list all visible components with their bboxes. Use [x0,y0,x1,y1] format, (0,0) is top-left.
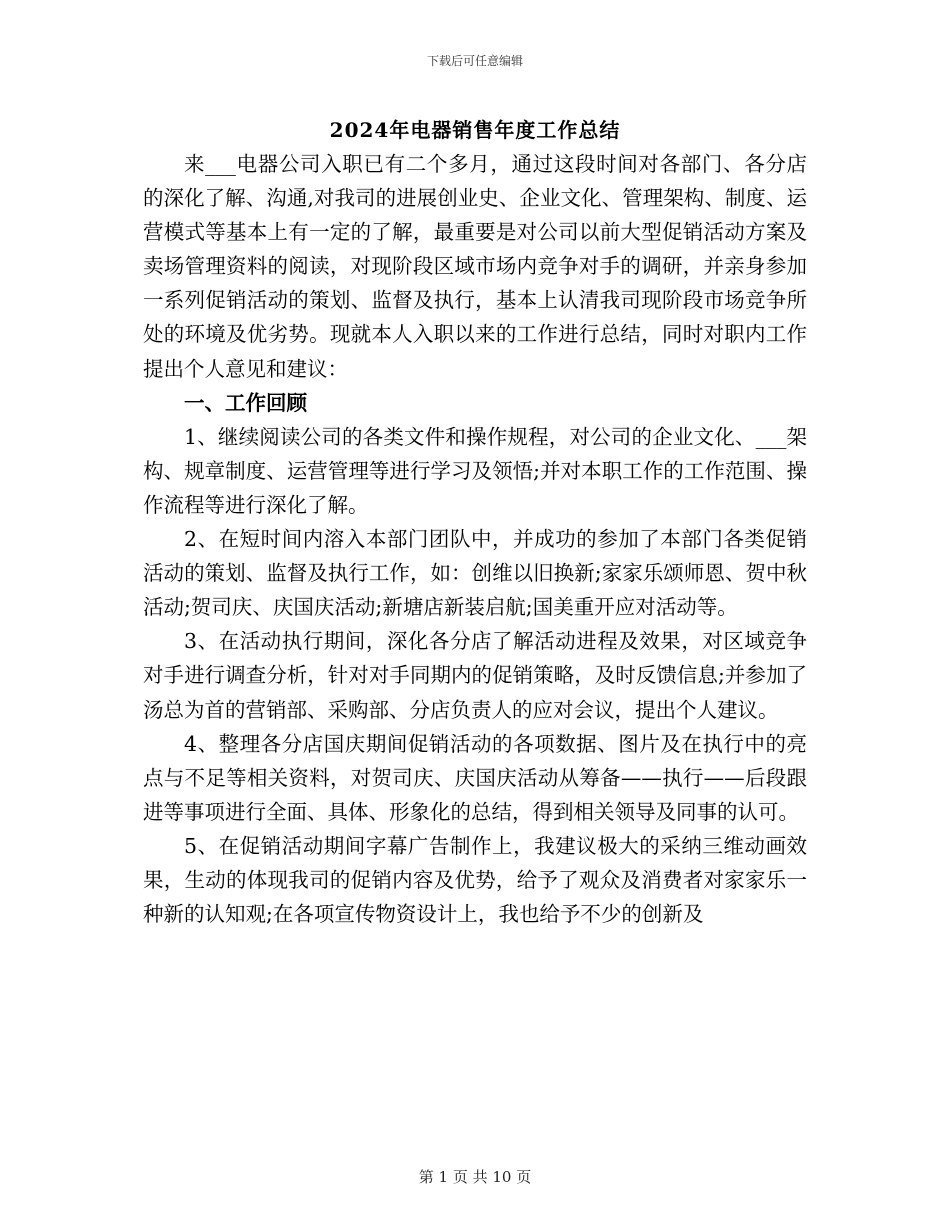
header-note: 下载后可任意编辑 [426,54,523,68]
work-item-1: 1、继续阅读公司的各类文件和操作规程，对公司的企业文化、___架构、规章制度、运营管理等进行学习及领悟;并对本职工作的工作范围、操作流程等进行深化了解。 [143,424,807,517]
work-item-2: 2、在短时间内溶入本部门团队中，并成功的参加了本部门各类促销活动的策划、监督及执行工作，如：创维以旧换新;家家乐颂师恩、贺中秋活动;贺司庆、庆国庆活动;新塘店新装启航;国美重开应对活动等。 [143,527,807,620]
section-heading: 一、工作回顾 [184,390,307,415]
work-item-5: 5、在促销活动期间字幕广告制作上，我建议极大的采纳三维动画效果，生动的体现我司的促销内容及优势，给予了观众及消费者对家家乐一种新的认知观;在各项宣传物资设计上，我也给予不少的创新及 [143,833,807,927]
intro-paragraph: 来___电器公司入职已有二个多月，通过这段时间对各部门、各分店的深化了解、沟通,对我司的进展创业史、企业文化、管理架构、制度、运营模式等基本上有一定的了解，最重要是对公司以前大型促销活动方案及卖场管理资料的阅读，对现阶段区域市场内竞争对手的调研，并亲身参加一系列促销活动的策划、监督及执行，基本上认清我司现阶段市场竞争所处的环境及优劣势。现就本人入职以来的工作进行总结，同时对职内工作提出个人意见和建议： [143,152,807,381]
page-number: 第 1 页 共 10 页 [418,1168,532,1186]
work-item-4: 4、整理各分店国庆期间促销活动的各项数据、图片及在执行中的亮点与不足等相关资料，对贺司庆、庆国庆活动从筹备——执行——后段跟进等事项进行全面、具体、形象化的总结，得到相关领导及同事的认可。 [143,731,807,824]
document-title: 2024年电器销售年度工作总结 [329,118,621,142]
work-item-3: 3、在活动执行期间，深化各分店了解活动进程及效果，对区域竞争对手进行调查分析，针对对手同期内的促销策略，及时反馈信息;并参加了汤总为首的营销部、采购部、分店负责人的应对会议，提出个人建议。 [143,629,807,722]
document-body [143,147,807,931]
